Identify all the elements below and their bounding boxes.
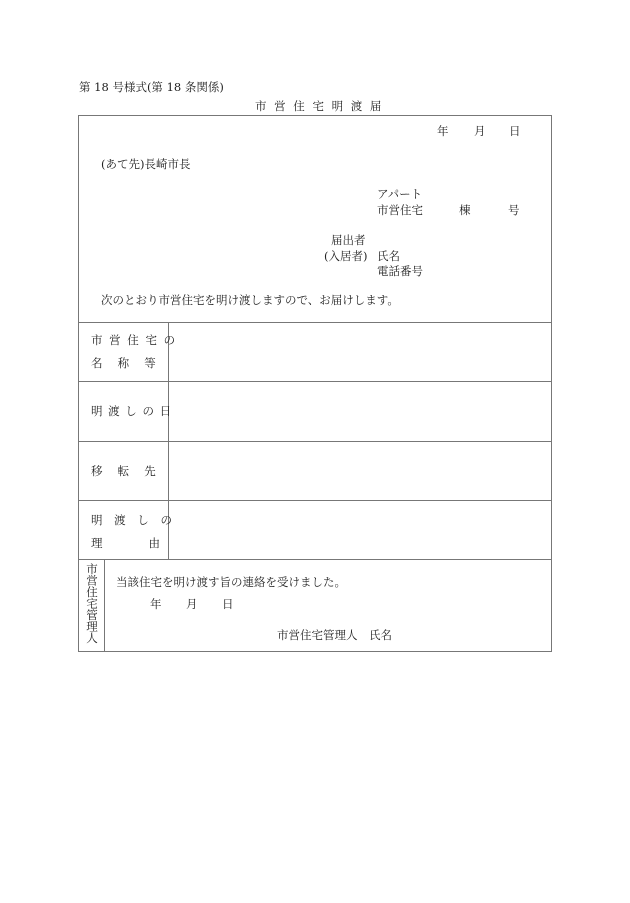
manager-date-day: 日 <box>222 597 234 611</box>
row-label-vacate-reason-line2: 理 由 <box>91 536 160 550</box>
manager-date-month: 月 <box>186 597 198 611</box>
document-title: 市 営 住 宅 明 渡 届 <box>255 99 384 113</box>
residence-apartment-label: アパート <box>377 187 423 201</box>
manager-column-divider <box>104 559 105 652</box>
row-label-new-address: 移 転 先 <box>91 464 156 478</box>
vacate-date-field[interactable] <box>169 382 551 440</box>
manager-message: 当該住宅を明け渡す旨の連絡を受けました。 <box>116 575 346 589</box>
residence-number-label: 号 <box>508 203 520 217</box>
applicant-phone-label: 電話番号 <box>377 264 423 278</box>
manager-signature: 市営住宅管理人 氏名 <box>277 628 392 642</box>
row-label-vacate-date: 明 渡 し の 日 <box>91 404 173 418</box>
residence-public-housing-label: 市営住宅 <box>377 203 423 217</box>
manager-date-year: 年 <box>150 597 162 611</box>
notice-date-year: 年 <box>437 124 449 138</box>
addressee: (あて先)長崎市長 <box>101 157 191 171</box>
row-label-housing-name-line1: 市 営 住 宅 の <box>91 333 177 347</box>
applicant-resident-label: (入居者) <box>324 249 368 263</box>
applicant-name-label: 氏名 <box>377 249 400 263</box>
residence-building-label: 棟 <box>459 203 471 217</box>
vacate-reason-field[interactable] <box>169 501 551 559</box>
form-number: 第 18 号様式(第 18 条関係) <box>79 80 224 94</box>
notice-date-day: 日 <box>509 124 521 138</box>
row-divider <box>78 559 552 560</box>
row-label-housing-name-line2: 名 称 等 <box>91 356 156 370</box>
housing-name-field[interactable] <box>169 323 551 381</box>
statement: 次のとおり市営住宅を明け渡しますので、お届けします。 <box>101 293 399 307</box>
row-label-vacate-reason-line1: 明 渡 し の <box>91 513 176 527</box>
applicant-label: 届出者 <box>331 233 366 247</box>
notice-date-month: 月 <box>474 124 486 138</box>
new-address-field[interactable] <box>169 442 551 500</box>
manager-label: 市営住宅管理人 <box>85 563 99 644</box>
